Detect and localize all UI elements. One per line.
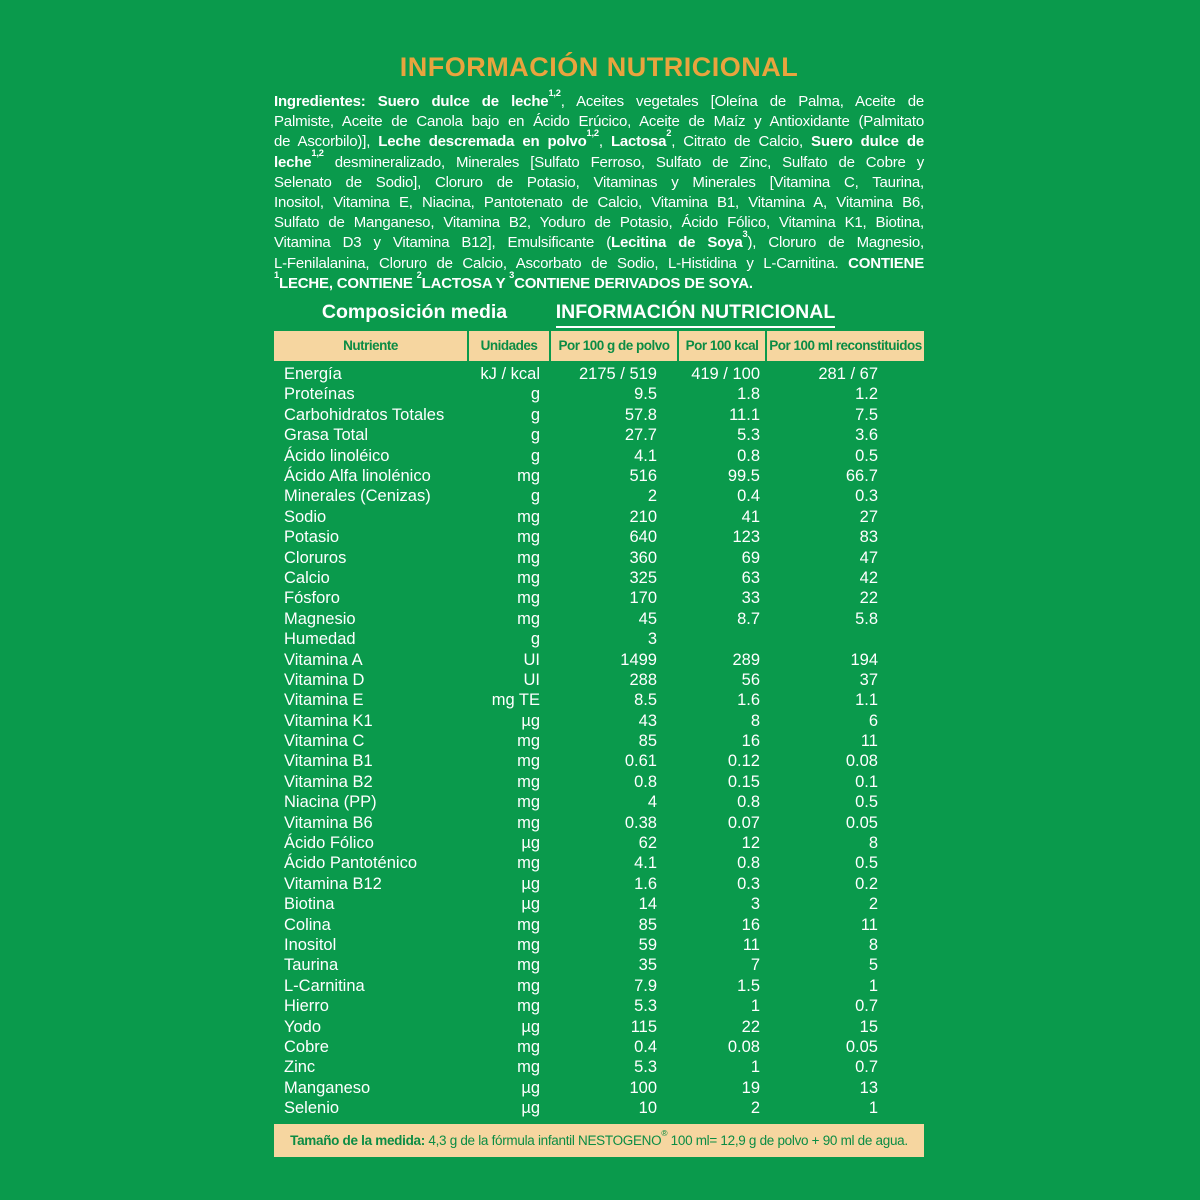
value-cell: 1 <box>868 976 878 995</box>
nutrient-name-cell: Ácido linoléico <box>284 446 390 465</box>
value-cell: 1.5 <box>737 976 760 995</box>
value-cell: mg <box>517 732 540 751</box>
ingredients-line <box>274 229 924 253</box>
nutrient-name-cell: Inositol <box>284 935 337 954</box>
value-cell: 0.5 <box>855 793 878 812</box>
ingredients-line <box>274 213 924 233</box>
value-cell: 1499 <box>620 650 657 669</box>
nutrient-name-cell: Vitamina K1 <box>284 711 373 730</box>
value-cell: 2 <box>868 895 878 914</box>
text-segment: Vitamina D3 y Vitamina B12], Emulsificante ( <box>274 234 612 252</box>
table-row <box>274 976 924 996</box>
value-cell: 325 <box>629 568 657 587</box>
value-cell: 42 <box>859 568 878 587</box>
value-cell: 0.4 <box>737 487 760 506</box>
value-cell: mg <box>517 915 540 934</box>
value-cell: 7.9 <box>634 976 657 995</box>
table-row <box>274 813 924 833</box>
text-segment: ), Cloruro de Magnesio, <box>747 234 924 252</box>
value-cell: 1 <box>868 1099 878 1118</box>
value-cell <box>765 629 924 649</box>
value-cell: µg <box>521 711 540 730</box>
value-cell: 11.1 <box>729 405 760 424</box>
value-cell: 0.3 <box>855 487 878 506</box>
serving-size-bar <box>274 1124 924 1157</box>
text-segment: CONTIENE <box>848 254 924 272</box>
value-cell: µg <box>521 834 540 853</box>
value-cell: 1 <box>750 1058 760 1077</box>
ingredients-line <box>274 128 925 152</box>
value-cell: mg <box>517 1058 540 1077</box>
value-cell: g <box>530 446 540 465</box>
table-row <box>274 1078 924 1098</box>
nutrient-name-cell: Zinc <box>284 1058 316 1077</box>
value-cell: 4.1 <box>634 446 657 465</box>
nutrient-name-cell: Vitamina A <box>284 650 363 669</box>
text-segment: Ingredientes: <box>274 93 378 110</box>
value-cell: 288 <box>629 670 657 689</box>
text-segment: leche <box>274 153 312 171</box>
table-row <box>274 731 924 751</box>
nutrient-name-cell: Fósforo <box>284 589 340 608</box>
value-cell: 15 <box>859 1017 878 1036</box>
table-row <box>274 853 924 873</box>
table-row <box>274 466 924 486</box>
nutrient-name-cell: Vitamina C <box>284 732 365 751</box>
value-cell: 0.08 <box>727 1037 760 1056</box>
nutrient-name-cell: Ácido Fólico <box>284 834 374 853</box>
ingredients-line <box>274 254 924 274</box>
value-cell: µg <box>521 1017 540 1036</box>
value-cell: 8.5 <box>634 691 657 710</box>
value-cell: 0.3 <box>737 874 760 893</box>
value-cell: 0.1 <box>855 772 878 791</box>
value-cell: 63 <box>741 568 760 587</box>
ingredients-line <box>274 148 924 173</box>
value-cell: 43 <box>638 711 657 730</box>
table-row <box>274 507 924 527</box>
value-cell: g <box>530 630 540 649</box>
nutrient-name-cell: Humedad <box>284 630 356 649</box>
value-cell: mg <box>517 609 540 628</box>
nutrient-name-cell: Niacina (PP) <box>284 793 377 812</box>
value-cell: 22 <box>741 1017 760 1036</box>
value-cell: 85 <box>638 732 657 751</box>
value-cell: UI <box>523 650 540 669</box>
table-row <box>274 690 924 710</box>
table-row <box>274 874 924 894</box>
nutrient-name-cell: Manganeso <box>284 1078 371 1097</box>
value-cell: 0.12 <box>727 752 760 771</box>
value-cell: 0.7 <box>855 1058 878 1077</box>
text-segment: Suero dulce de <box>811 133 925 151</box>
nutrient-name-cell: Magnesio <box>284 609 356 628</box>
value-cell: 0.8 <box>634 772 657 791</box>
text-segment: CONTIENE DERIVADOS DE SOYA. <box>514 274 753 292</box>
value-cell: µg <box>521 874 540 893</box>
nutrient-name-cell: Potasio <box>284 528 340 547</box>
value-cell: 1.2 <box>855 385 878 404</box>
text-segment: LECHE, CONTIENE <box>278 274 417 292</box>
value-cell: 4 <box>647 793 657 812</box>
table-row <box>274 425 924 445</box>
value-cell: 10 <box>638 1099 657 1118</box>
value-cell: 516 <box>629 466 657 485</box>
value-cell: 1.8 <box>737 385 760 404</box>
value-cell: 16 <box>741 732 760 751</box>
nutrient-name-cell: Biotina <box>284 895 335 914</box>
value-cell: 83 <box>859 528 878 547</box>
value-cell: 289 <box>732 650 760 669</box>
nutrient-name-cell: Vitamina B6 <box>284 813 373 832</box>
text-segment: de Ascorbilo)], <box>274 133 379 151</box>
ingredients-line <box>274 173 924 193</box>
value-cell: mg <box>517 772 540 791</box>
nutrient-name-cell: Hierro <box>284 997 329 1016</box>
table-row <box>274 935 924 955</box>
table-row <box>274 446 924 466</box>
value-cell: mg <box>517 935 540 954</box>
nutrient-name-cell: Vitamina B12 <box>284 874 382 893</box>
table-row <box>274 915 924 935</box>
value-cell: mg <box>517 793 540 812</box>
value-cell: 35 <box>638 956 657 975</box>
text-segment: Selenato de Sodio], Cloruro de Potasio, Vitaminas y Minerales [Vitamina C, Taurina, <box>274 173 924 191</box>
value-cell: 3 <box>750 895 760 914</box>
table-row <box>274 772 924 792</box>
text-segment: LACTOSA Y <box>421 274 510 292</box>
informacion-nutricional-heading-wrap <box>555 301 924 328</box>
value-cell: g <box>530 426 540 445</box>
value-cell: 0.4 <box>634 1037 657 1056</box>
label-title: INFORMACIÓN NUTRICIONAL <box>399 52 799 82</box>
table-row <box>274 548 924 568</box>
nutrient-name-cell: Cloruros <box>284 548 347 567</box>
table-row <box>274 650 924 670</box>
value-cell: UI <box>523 670 540 689</box>
text-segment: , Aceites vegetales [Oleína de Palma, Aceite de <box>560 93 924 110</box>
table-row <box>274 894 924 914</box>
nutrient-name-cell: Ácido Pantoténico <box>284 854 418 873</box>
text-segment: ® <box>661 1128 668 1139</box>
column-header: Por 100 g de polvo <box>549 331 677 361</box>
text-segment: 3 <box>742 229 748 240</box>
value-cell: kJ / kcal <box>480 365 540 384</box>
value-cell <box>677 629 765 649</box>
value-cell: mg <box>517 507 540 526</box>
table-header-row <box>274 331 924 361</box>
value-cell: 0.8 <box>737 793 760 812</box>
value-cell: 56 <box>741 670 760 689</box>
nutrient-name-cell: Minerales (Cenizas) <box>284 487 431 506</box>
value-cell: 47 <box>859 548 878 567</box>
value-cell: 1.6 <box>737 691 760 710</box>
table-row <box>274 1057 924 1077</box>
value-cell: 41 <box>741 507 760 526</box>
value-cell: mg <box>517 854 540 873</box>
text-segment: 1,2 <box>548 87 561 98</box>
text-segment: desmineralizado, Minerales [Sulfato Ferroso, Sulfato de Zinc, Sulfato de Cobre y <box>323 153 924 171</box>
value-cell: mg TE <box>491 691 540 710</box>
value-cell: 8 <box>868 935 878 954</box>
text-segment: 3 <box>509 269 515 280</box>
value-cell: 281 / 67 <box>818 365 878 384</box>
nutrient-name-cell: Grasa Total <box>284 426 369 445</box>
value-cell: 1.1 <box>855 691 878 710</box>
value-cell: 0.15 <box>727 772 760 791</box>
ingredients-line <box>274 112 924 132</box>
table-row <box>274 364 924 384</box>
value-cell: 0.08 <box>845 752 878 771</box>
value-cell: 5.3 <box>634 997 657 1016</box>
value-cell: mg <box>517 997 540 1016</box>
nutrient-name-cell: Calcio <box>284 568 330 587</box>
value-cell: 5.3 <box>737 426 760 445</box>
value-cell: µg <box>521 895 540 914</box>
ingredients-line <box>274 193 924 213</box>
value-cell: 99.5 <box>727 466 760 485</box>
nutrition-label <box>274 52 924 1157</box>
nutrient-name-cell: Cobre <box>284 1037 329 1056</box>
text-segment: 2 <box>666 128 672 139</box>
table-row <box>274 527 924 547</box>
text-segment: 100 ml= 12,9 g de polvo + 90 ml de agua. <box>667 1133 908 1149</box>
table-row <box>274 955 924 975</box>
value-cell: 11 <box>860 732 878 751</box>
table-row <box>274 1037 924 1057</box>
column-header: Por 100 ml reconstituidos <box>765 331 924 361</box>
nutrient-name-cell: Vitamina B1 <box>284 752 373 771</box>
value-cell: g <box>530 487 540 506</box>
value-cell: mg <box>517 752 540 771</box>
table-row <box>274 384 924 404</box>
text-segment: 2 <box>416 269 422 280</box>
table-row <box>274 486 924 506</box>
value-cell: 0.2 <box>855 874 878 893</box>
value-cell: µg <box>521 1078 540 1097</box>
value-cell: 5.8 <box>855 609 878 628</box>
value-cell: 115 <box>630 1017 657 1036</box>
value-cell: 360 <box>629 548 657 567</box>
value-cell: 11 <box>860 915 878 934</box>
value-cell: mg <box>517 568 540 587</box>
value-cell: mg <box>517 956 540 975</box>
value-cell: 9.5 <box>634 385 657 404</box>
value-cell: 1 <box>750 997 760 1016</box>
value-cell: 4.1 <box>634 854 657 873</box>
table-section-headers <box>274 301 924 331</box>
value-cell: 11 <box>742 935 760 954</box>
nutrient-name-cell: Vitamina D <box>284 670 365 689</box>
text-segment: Inositol, Vitamina E, Niacina, Pantotenato de Calcio, Vitamina B1, Vitamina A, Vitamina B6, <box>274 194 924 212</box>
table-row <box>274 670 924 690</box>
value-cell: mg <box>517 466 540 485</box>
value-cell: g <box>530 385 540 404</box>
nutrient-name-cell: Energía <box>284 365 342 384</box>
nutrient-name-cell: Carbohidratos Totales <box>284 405 445 424</box>
value-cell: 0.7 <box>855 997 878 1016</box>
table-row <box>274 751 924 771</box>
table-row <box>274 609 924 629</box>
value-cell: 7 <box>750 956 760 975</box>
value-cell: 22 <box>859 589 878 608</box>
value-cell: 5 <box>868 956 878 975</box>
value-cell: 0.8 <box>737 446 760 465</box>
nutrient-name-cell: Taurina <box>284 956 339 975</box>
value-cell: 59 <box>638 935 657 954</box>
value-cell: 0.05 <box>845 1037 878 1056</box>
value-cell: 0.05 <box>845 813 878 832</box>
text-segment: Lactosa <box>610 133 667 151</box>
value-cell: 37 <box>859 670 878 689</box>
value-cell: 170 <box>629 589 657 608</box>
value-cell: 8 <box>868 834 878 853</box>
column-header: Por 100 kcal <box>677 331 765 361</box>
table-row <box>274 792 924 812</box>
text-segment: 1,2 <box>586 128 599 139</box>
value-cell: 0.38 <box>624 813 657 832</box>
text-segment: Sulfato de Manganeso, Vitamina B2, Yoduro de Potasio, Ácido Fólico, Vitamina K1, Biotina, <box>274 214 924 232</box>
value-cell: 0.8 <box>737 854 760 873</box>
value-cell: 0.07 <box>727 813 760 832</box>
table-row <box>274 711 924 731</box>
table-row <box>274 629 924 649</box>
value-cell: 3 <box>647 630 657 649</box>
value-cell: 27.7 <box>624 426 657 445</box>
value-cell: mg <box>517 528 540 547</box>
value-cell: 27 <box>859 507 878 526</box>
value-cell: mg <box>517 548 540 567</box>
value-cell: 33 <box>741 589 760 608</box>
text-segment: Lecitina de Soya <box>611 234 743 252</box>
value-cell: 419 / 100 <box>691 365 760 384</box>
value-cell: 210 <box>629 507 657 526</box>
value-cell: 12 <box>741 834 760 853</box>
ingredients-paragraph <box>274 87 925 294</box>
value-cell: mg <box>517 813 540 832</box>
value-cell: 69 <box>741 548 760 567</box>
text-segment: Palmiste, Aceite de Canola bajo en Ácido Erúcico, Aceite de Maíz y Antioxidante (Palmitato <box>274 113 924 131</box>
table-row <box>274 405 924 425</box>
value-cell: 123 <box>732 528 760 547</box>
value-cell: 6 <box>868 711 878 730</box>
value-cell: 66.7 <box>845 466 878 485</box>
ingredients-line <box>274 269 924 294</box>
text-segment: 1,2 <box>311 148 324 159</box>
table-body <box>274 364 924 1118</box>
value-cell: mg <box>517 1037 540 1056</box>
text-segment: L-Fenilalanina, Cloruro de Calcio, Ascorbato de Sodio, L-Histidina y L-Carnitina. <box>274 254 849 272</box>
nutrient-name-cell: Proteínas <box>284 385 355 404</box>
table-row <box>274 568 924 588</box>
table-row <box>274 588 924 608</box>
value-cell: µg <box>521 1099 540 1118</box>
value-cell: 7.5 <box>855 405 878 424</box>
value-cell: 8.7 <box>737 609 760 628</box>
value-cell: 2 <box>750 1099 760 1118</box>
value-cell: 14 <box>638 895 657 914</box>
value-cell: 5.3 <box>634 1058 657 1077</box>
text-segment: Suero dulce de leche <box>377 93 549 110</box>
nutrient-name-cell: Selenio <box>284 1099 340 1118</box>
value-cell: 194 <box>850 650 878 669</box>
nutrient-name-cell: Yodo <box>284 1017 322 1036</box>
value-cell: 2 <box>647 487 657 506</box>
value-cell: 13 <box>859 1078 878 1097</box>
table-row <box>274 996 924 1016</box>
ingredients-line <box>274 87 924 112</box>
nutrient-name-cell: L-Carnitina <box>284 976 365 995</box>
text-segment: 4,3 g de la fórmula infantil NESTOGENO <box>424 1133 662 1149</box>
nutrient-name-cell: Sodio <box>284 507 327 526</box>
table-row <box>274 1017 924 1037</box>
value-cell: 3.6 <box>855 426 878 445</box>
value-cell: 45 <box>638 609 657 628</box>
nutrient-name-cell: Vitamina E <box>284 691 364 710</box>
value-cell: mg <box>517 589 540 608</box>
column-header: Unidades <box>467 331 549 361</box>
value-cell: 1.6 <box>634 874 657 893</box>
text-segment: Tamaño de la medida: <box>290 1133 425 1149</box>
value-cell: 8 <box>750 711 760 730</box>
column-header: Nutriente <box>343 338 398 354</box>
value-cell: 0.5 <box>855 854 878 873</box>
table-row <box>274 833 924 853</box>
nutrient-name-cell: Vitamina B2 <box>284 772 373 791</box>
value-cell: 0.5 <box>855 446 878 465</box>
table-row <box>274 1098 924 1118</box>
value-cell: 2175 / 519 <box>579 365 657 384</box>
value-cell: 100 <box>629 1078 657 1097</box>
value-cell: 640 <box>629 528 657 547</box>
value-cell: g <box>530 405 540 424</box>
value-cell: 16 <box>741 915 760 934</box>
value-cell: 19 <box>741 1078 760 1097</box>
value-cell: 0.61 <box>624 752 657 771</box>
text-segment: , Citrato de Calcio, <box>671 133 812 151</box>
value-cell: 57.8 <box>624 405 657 424</box>
value-cell: 62 <box>638 834 657 853</box>
text-segment: Leche descremada en polvo <box>378 133 587 151</box>
value-cell: 85 <box>638 915 657 934</box>
composicion-media-heading: Composición media <box>321 301 508 324</box>
nutrient-name-cell: Colina <box>284 915 331 934</box>
value-cell: mg <box>517 976 540 995</box>
nutrient-name-cell: Ácido Alfa linolénico <box>284 466 431 485</box>
text-segment: , <box>598 133 611 151</box>
text-segment: 1 <box>274 269 279 280</box>
informacion-nutricional-heading: INFORMACIÓN NUTRICIONAL <box>556 301 835 328</box>
